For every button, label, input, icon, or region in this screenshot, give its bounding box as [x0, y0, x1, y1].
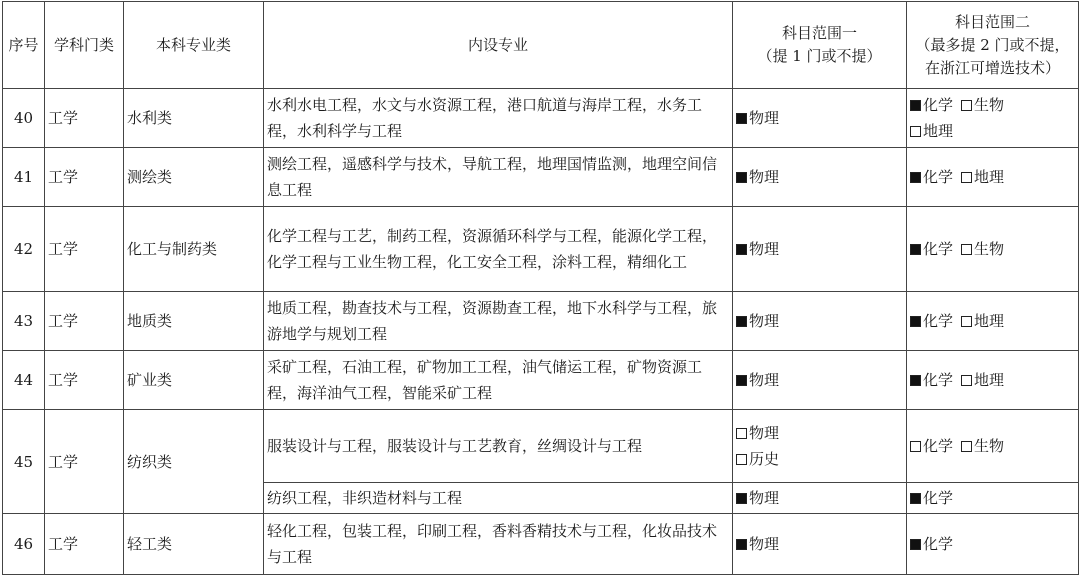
- checkbox-icon: [910, 316, 921, 327]
- row-major-class: 化工与制药类: [124, 207, 264, 292]
- header-range2-line1: 科目范围二: [954, 12, 1030, 31]
- subject-option: 生物: [961, 92, 1004, 118]
- subject-option: 物理: [736, 236, 779, 262]
- row-range2: [907, 410, 1079, 483]
- checkbox-icon: [910, 493, 921, 504]
- checkbox-icon: [736, 316, 747, 327]
- header-range2: [907, 2, 1079, 89]
- table-row: [3, 207, 1079, 292]
- checkbox-icon: [736, 113, 747, 124]
- row-no: 43: [3, 292, 45, 351]
- checkbox-icon: [736, 172, 747, 183]
- row-no: 46: [3, 514, 45, 575]
- header-range2-line2: （最多提 2 门或不提，: [915, 35, 1070, 54]
- row-range1: [733, 483, 907, 514]
- checkbox-icon: [910, 126, 921, 137]
- checkbox-icon: [910, 244, 921, 255]
- subject-option: 生物: [961, 236, 1004, 262]
- subject-option: 地理: [961, 308, 1004, 334]
- row-range1: [733, 351, 907, 410]
- subject-option: 化学: [910, 308, 953, 334]
- checkbox-icon: [736, 375, 747, 386]
- row-majors: 化学工程与工艺，制药工程，资源循环科学与工程，能源化学工程，化学工程与工业生物工程，化工安全工程，涂料工程，精细化工: [264, 207, 733, 292]
- row-category: 工学: [45, 514, 124, 575]
- row-major-class: 轻工类: [124, 514, 264, 575]
- subject-option: 生物: [961, 433, 1004, 459]
- checkbox-icon: [736, 539, 747, 550]
- subject-option: 物理: [736, 531, 779, 557]
- row-range2: [907, 483, 1079, 514]
- table-row: [3, 410, 1079, 483]
- checkbox-icon: [736, 493, 747, 504]
- row-majors: 采矿工程，石油工程，矿物加工工程，油气储运工程，矿物资源工程，海洋油气工程，智能采矿工程: [264, 351, 733, 410]
- subject-option: 历史: [736, 446, 779, 472]
- checkbox-icon: [961, 316, 972, 327]
- row-range1: [733, 514, 907, 575]
- subject-option: 化学: [910, 164, 953, 190]
- checkbox-icon: [910, 172, 921, 183]
- header-no: 序号: [3, 2, 45, 89]
- row-range2: [907, 148, 1079, 207]
- subject-option: 地理: [961, 367, 1004, 393]
- table-row: [3, 514, 1079, 575]
- row-range2: [907, 207, 1079, 292]
- row-no: 44: [3, 351, 45, 410]
- header-range1-line1: 科目范围一: [781, 24, 857, 42]
- row-range2: [907, 292, 1079, 351]
- header-range1: [733, 2, 907, 89]
- subject-option: 化学: [910, 367, 953, 393]
- checkbox-icon: [910, 539, 921, 550]
- checkbox-icon: [736, 428, 747, 439]
- row-majors: 服装设计与工程，服装设计与工艺教育，丝绸设计与工程: [264, 410, 733, 483]
- table-row: [3, 351, 1079, 410]
- row-range1: [733, 292, 907, 351]
- subject-option: 物理: [736, 367, 779, 393]
- row-no: 40: [3, 89, 45, 148]
- subject-option: 物理: [736, 164, 779, 190]
- row-range1: [733, 207, 907, 292]
- subject-option: 地理: [961, 164, 1004, 190]
- subject-option: 物理: [736, 105, 779, 131]
- row-majors: 测绘工程，遥感科学与技术，导航工程，地理国情监测，地理空间信息工程: [264, 148, 733, 207]
- row-category: 工学: [45, 207, 124, 292]
- header-major-class: 本科专业类: [124, 2, 264, 89]
- header-row: [3, 2, 1079, 89]
- subject-option: 化学: [910, 485, 953, 511]
- subject-option: 物理: [736, 485, 779, 511]
- row-majors: 地质工程，勘查技术与工程，资源勘查工程，地下水科学与工程，旅游地学与规划工程: [264, 292, 733, 351]
- subject-option: 物理: [736, 308, 779, 334]
- row-no: 45: [3, 410, 45, 514]
- checkbox-icon: [961, 172, 972, 183]
- checkbox-icon: [961, 441, 972, 452]
- subject-option: 化学: [910, 531, 953, 557]
- row-range1: [733, 410, 907, 483]
- subject-option: 化学: [910, 236, 953, 262]
- row-major-class: 水利类: [124, 89, 264, 148]
- header-category: 学科门类: [45, 2, 124, 89]
- row-range2: [907, 351, 1079, 410]
- row-range1: [733, 148, 907, 207]
- checkbox-icon: [910, 375, 921, 386]
- header-majors: 内设专业: [264, 2, 733, 89]
- row-major-class: 地质类: [124, 292, 264, 351]
- row-category: 工学: [45, 351, 124, 410]
- header-range1-line2: （提 1 门或不提）: [757, 47, 882, 65]
- subject-option: 地理: [910, 118, 953, 144]
- row-category: 工学: [45, 89, 124, 148]
- checkbox-icon: [961, 244, 972, 255]
- checkbox-icon: [736, 244, 747, 255]
- checkbox-icon: [910, 100, 921, 111]
- row-range1: [733, 89, 907, 148]
- table-row: [3, 148, 1079, 207]
- subject-option: 物理: [736, 420, 779, 446]
- row-range2: [907, 89, 1079, 148]
- row-majors: 纺织工程，非织造材料与工程: [264, 483, 733, 514]
- checkbox-icon: [961, 375, 972, 386]
- row-category: 工学: [45, 292, 124, 351]
- subject-requirements-table: [2, 1, 1079, 575]
- table-row: [3, 292, 1079, 351]
- header-range2-line3: 在浙江可增选技术）: [924, 58, 1060, 77]
- row-majors: 轻化工程，包装工程，印刷工程，香料香精技术与工程，化妆品技术与工程: [264, 514, 733, 575]
- checkbox-icon: [736, 454, 747, 465]
- row-range2: [907, 514, 1079, 575]
- row-major-class: 测绘类: [124, 148, 264, 207]
- row-major-class: 纺织类: [124, 410, 264, 514]
- checkbox-icon: [910, 441, 921, 452]
- checkbox-icon: [961, 100, 972, 111]
- row-no: 41: [3, 148, 45, 207]
- row-no: 42: [3, 207, 45, 292]
- subject-option: 化学: [910, 433, 953, 459]
- row-category: 工学: [45, 148, 124, 207]
- row-major-class: 矿业类: [124, 351, 264, 410]
- row-majors: 水利水电工程，水文与水资源工程，港口航道与海岸工程，水务工程，水利科学与工程: [264, 89, 733, 148]
- row-category: 工学: [45, 410, 124, 514]
- table-row: [3, 89, 1079, 148]
- subject-option: 化学: [910, 92, 953, 118]
